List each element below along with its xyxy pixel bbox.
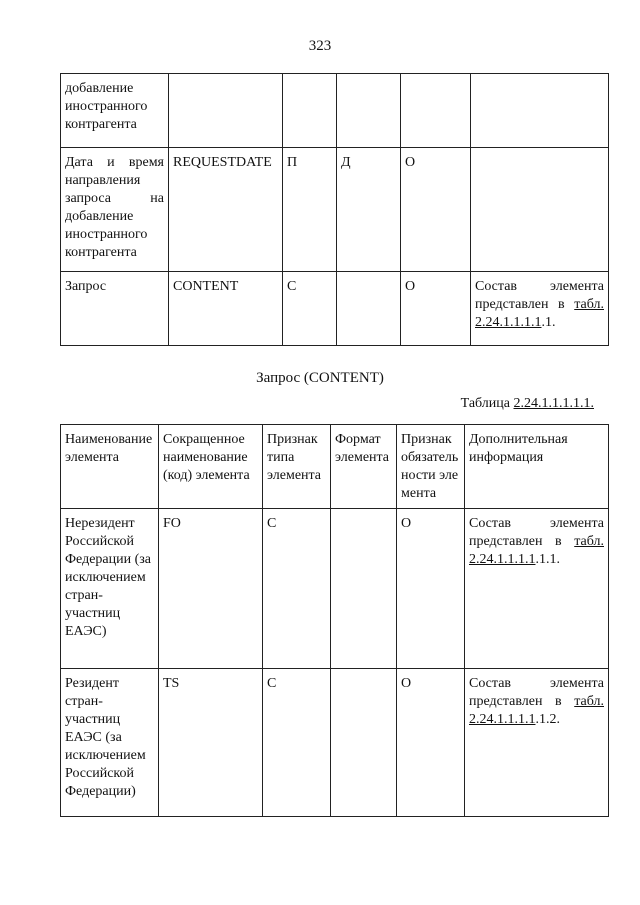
cell-code: CONTENT [169,272,283,346]
table-content-elements [60,424,609,817]
cell-code [169,74,283,148]
cell-required: О [401,272,471,346]
cell-name: добавление иностранного контрагента [61,74,169,148]
table-row [61,669,609,817]
table-link[interactable]: табл. 2.24.1.1.1.1 [475,297,604,330]
cell-format [337,74,401,148]
table-row [61,74,609,148]
cell-format [331,669,397,817]
table-link[interactable]: табл. 2.24.1.1.1.1 [469,534,604,567]
cell-info: Состав элемента представлен в табл. 2.24.1.1.1.1.1.1. [465,509,609,669]
cell-type: С [263,509,331,669]
cell-code: FO [159,509,263,669]
cell-format [337,272,401,346]
cell-type: С [283,272,337,346]
cell-name: Дата и время направления запроса на добавление иностранного контрагента [61,148,169,272]
table-elements-continued [60,73,609,346]
cell-type: С [263,669,331,817]
header-code: Сокращенное наименование (код) элемента [159,425,263,509]
header-format: Формат элемента [331,425,397,509]
cell-info [471,148,609,272]
table-row [61,509,609,669]
cell-required: О [397,669,465,817]
cell-type: П [283,148,337,272]
cell-info [471,74,609,148]
table-link[interactable]: табл. 2.24.1.1.1.1 [469,694,604,727]
cell-format [331,509,397,669]
header-name: Наименование элемента [61,425,159,509]
table-caption: Запрос (CONTENT) [256,370,384,386]
cell-code: TS [159,669,263,817]
cell-required: О [397,509,465,669]
cell-required: О [401,148,471,272]
cell-code: REQUESTDATE [169,148,283,272]
cell-required [401,74,471,148]
cell-name: Запрос [61,272,169,346]
cell-type [283,74,337,148]
cell-name: Резидент стран-участниц ЕАЭС (за исключением Российской Федерации) [61,669,159,817]
cell-format: Д [337,148,401,272]
table-reference: Таблица 2.24.1.1.1.1.1. [460,396,594,411]
header-type: Признак типа элемента [263,425,331,509]
table-row [61,272,609,346]
cell-info: Состав элемента представлен в табл. 2.24.1.1.1.1.1. [471,272,609,346]
header-info: Дополнительная информация [465,425,609,509]
table-header-row [61,425,609,509]
cell-name: Нерезидент Российской Федерации (за исключением стран-участниц ЕАЭС) [61,509,159,669]
header-required: Признак обязательности элемента [397,425,465,509]
table-row [61,148,609,272]
page-number: 323 [308,38,332,54]
cell-info: Состав элемента представлен в табл. 2.24.1.1.1.1.1.2. [465,669,609,817]
